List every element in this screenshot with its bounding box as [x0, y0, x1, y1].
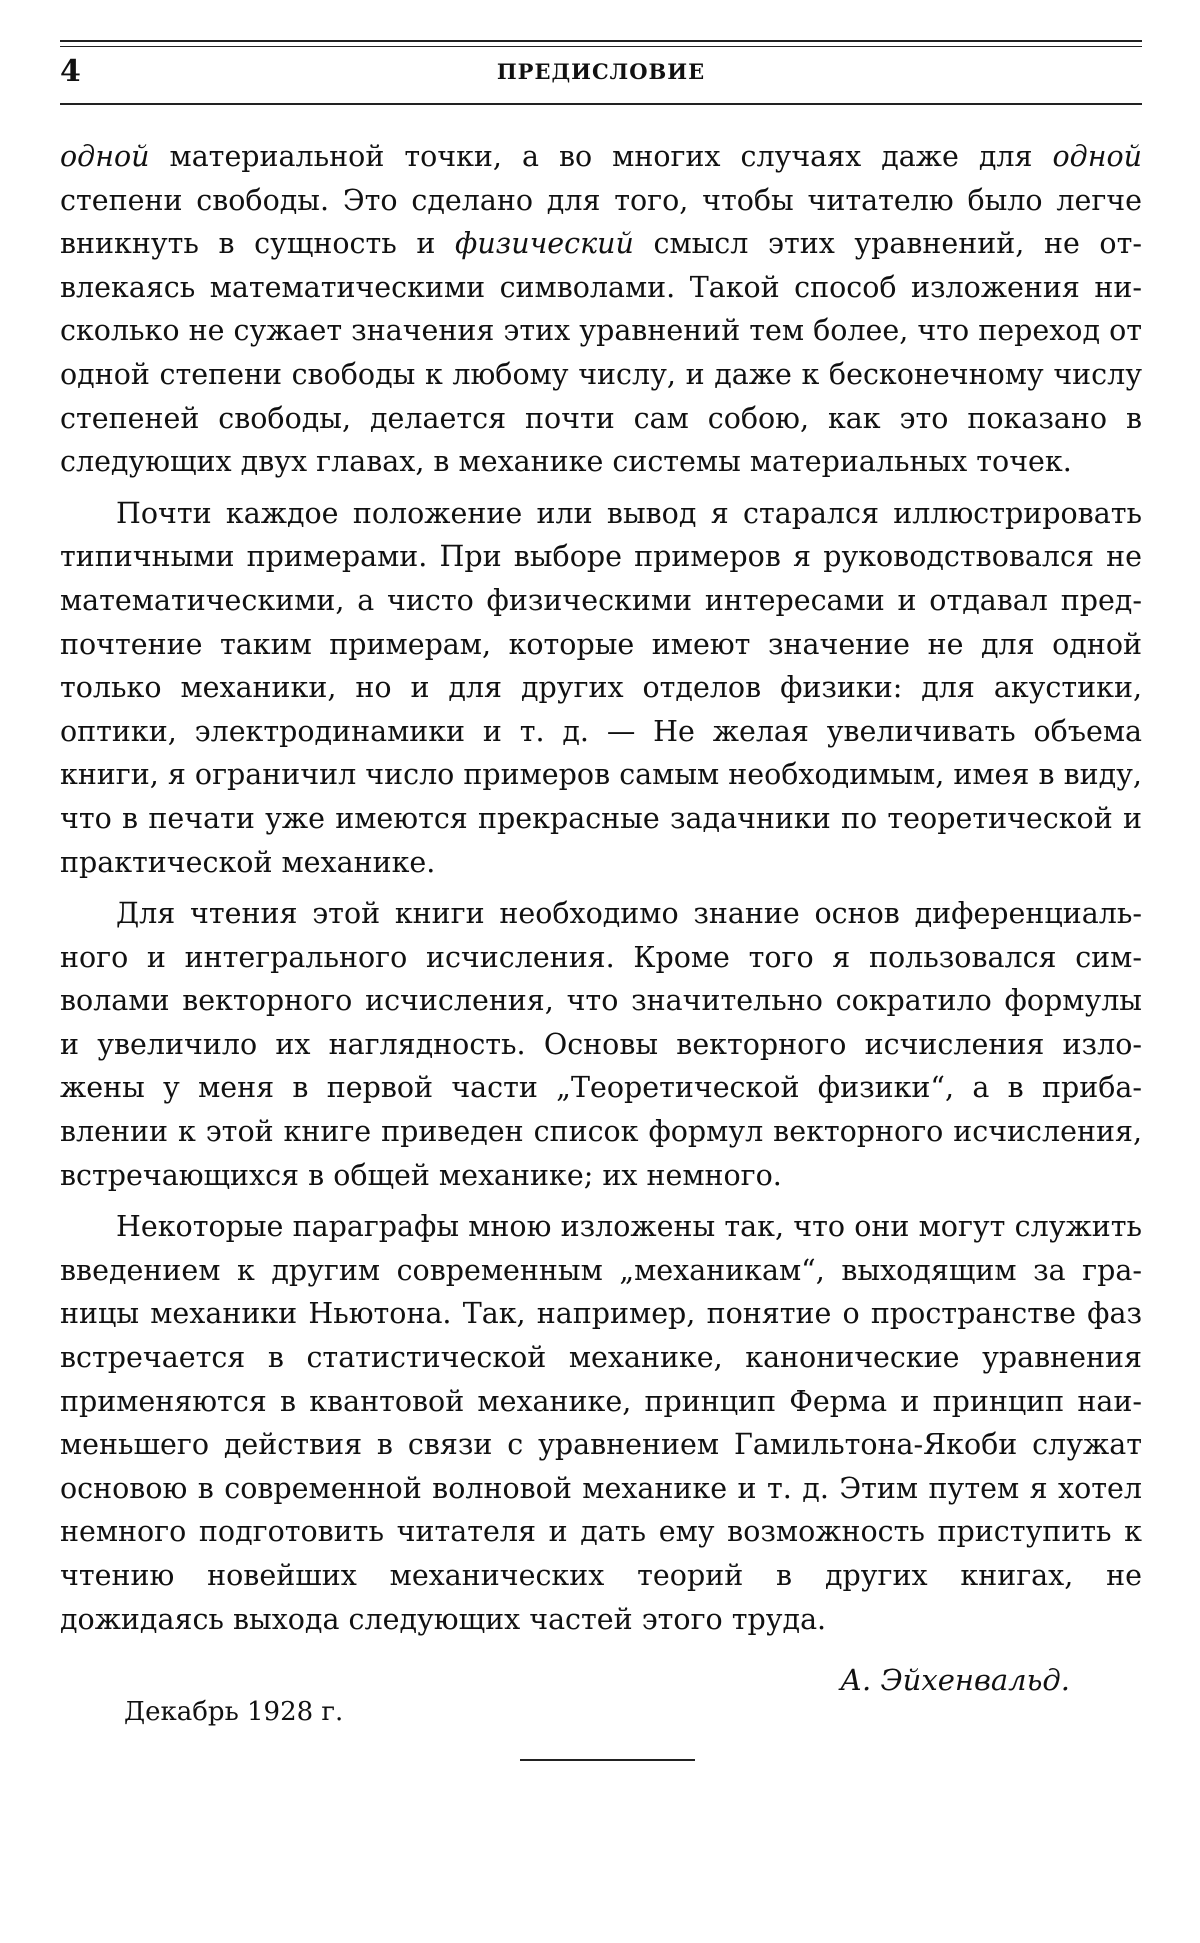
emphasis-odnoi-2: одной — [1052, 140, 1142, 173]
emphasis-fizicheskii: физический — [455, 227, 634, 261]
paragraph-1 — [60, 135, 1142, 484]
paragraph-3: Для чтения этой книги необходимо знание основ диференциального и интегрального исчисления. Кроме того я пользовался символами векторного исчисления, что значительно сократило формулы и увеличило их наглядность. Основы векторного исчисления изложены у меня в первой части „Теоретической физики“, а в прибaвлении к этой книге приведен список формул векторного исчисления, встречающихся в общей механике; их немного. — [60, 897, 1142, 1192]
closing-block — [60, 1659, 1142, 1749]
page-number: 4 — [60, 54, 81, 89]
paragraph-2: Почти каждое положение или вывод я старался иллюстрировать типичными примерами. При выборе примеров я руководствовался не математическими, а чисто физическими интересами и отдавал предпочтение таким примерам, которые имеют значение не для одной только механики, но и для других отделов физики: для акустики, оптики, электродинамики и т. д. — Не желая увеличивать объема книги, я ограничил число примеров самым необходимым, имея в виду, что в печати уже имеются прекрасные задачники по теоретической и практической механике. — [60, 496, 1142, 879]
paragraph-1-text-3: смысл этих уравнений, не отвлекаясь математическими символами. Такой способ изложения нисколько не сужает значения этих уравнений тем более, что переход от одной степени свободы к любому числу, и даже к бесконечному числу степеней свободы, делается почти сам собою, как это показано в следующих двух главах, в механике системы материальных точек. — [60, 227, 1142, 479]
running-head — [60, 47, 1142, 97]
body-text — [60, 135, 1142, 1641]
paragraph-1-text-2: степени свободы. Это сделано для того, чтобы читателю было легче вникнуть в сущность и — [60, 183, 1142, 261]
author-signature: А. Эйхенвальд. — [840, 1663, 1070, 1698]
running-title: ПРЕДИСЛОВИЕ — [496, 59, 706, 84]
header-rule-bottom — [60, 103, 1142, 105]
paragraph-4: Некоторые параграфы мною изложены так, что они могут служить введением к другим современным „механикам“, выходящим за границы механики Ньютона. Так, например, понятие о пространстве фаз встречается в статистической механике, канонические уравнения применяются в квантовой механике, принцип Ферма и принцип наименьшего действия в связи с уравнением Гамильтона-Якоби служат основою в современной волновой механике и т. д. Этим путем я хотел немного подготовить читателя и дать ему возможность приступить к чтению новейших механических теорий в других книгах, не дожидаясь выхода следующих частей этого труда. — [60, 1210, 1142, 1636]
emphasis-odnoi-1: одной — [60, 140, 150, 173]
book-page — [60, 30, 1142, 1749]
end-rule — [520, 1759, 695, 1761]
header-rule-top — [60, 40, 1142, 42]
date: Декабрь 1928 г. — [124, 1697, 344, 1728]
paragraph-1-text-1: материальной точки, а во многих случаях даже для — [149, 140, 1053, 173]
